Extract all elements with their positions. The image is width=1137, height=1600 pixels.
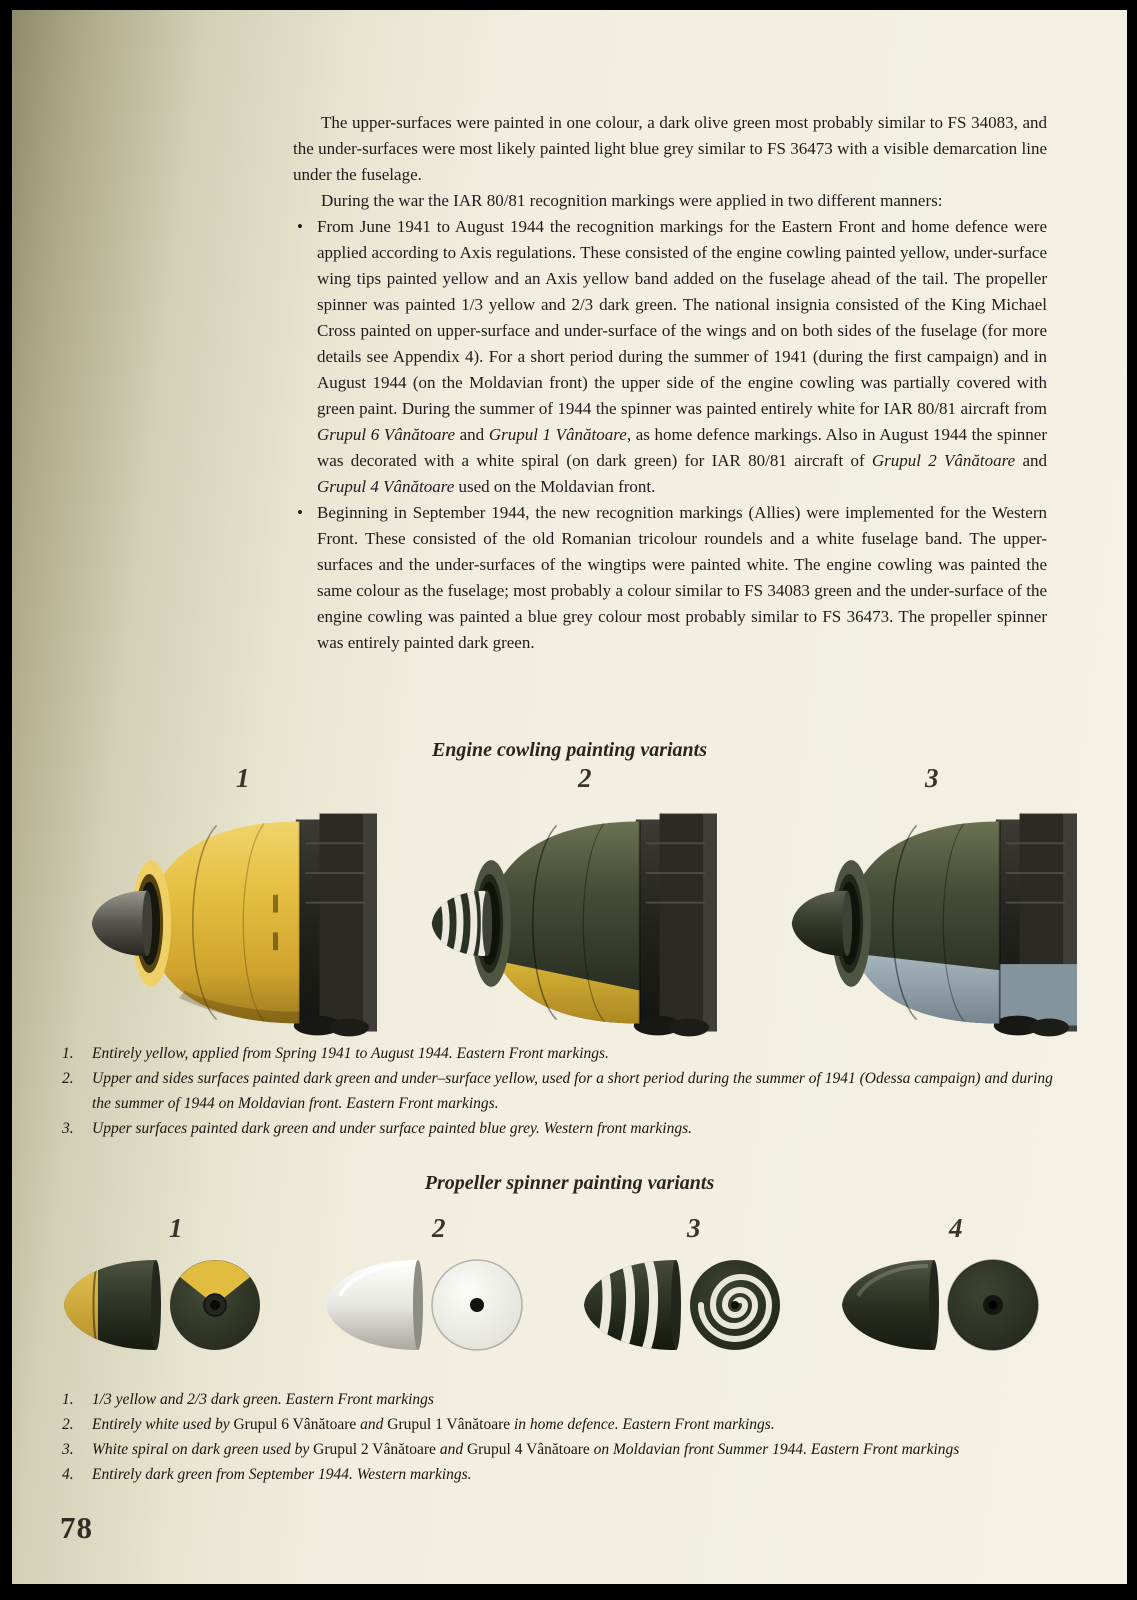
caption-text: White spiral on dark green used by Grupul 2 Vânătoare and Grupul 4 Vânătoare on Moldavian front Summer 1944. Eastern Front markings (92, 1441, 960, 1458)
bullet-eastern-front (293, 214, 1047, 500)
caption-item (62, 1116, 1054, 1141)
paragraph-surfaces: The upper-surfaces were painted in one colour, a dark olive green most probably similar to FS 34083, and the under-surfaces were most likely painted light blue grey similar to FS 36473 with a visible demarcation line under the fuselage. (293, 113, 1047, 184)
spinner-figure-number-2: 2 (432, 1213, 446, 1243)
propeller-spinner-section-title: Propeller spinner painting variants (424, 1172, 715, 1194)
body-text-block (293, 110, 1047, 656)
propeller-spinner-captions (62, 1387, 1054, 1487)
bullet-marker: • (297, 503, 303, 522)
bullet-text: From June 1941 to August 1944 the recognition markings for the Eastern Front and home defence were applied according to Axis regulations. These consisted of the engine cowling painted yellow, under-surface wing tips painted yellow and an Axis yellow band added on the fuselage ahead of the tail. The propeller spinner was painted 1/3 yellow and 2/3 dark green. The national insignia consisted of the King Michael Cross painted on upper-surface and under-surface of the wings and on both sides of the fuselage (for more details see Appendix 4). For a short period during the summer of 1941 (during the first campaign) and in August 1944 (on the Moldavian front) the upper side of the engine cowling was partially covered with green paint. During the summer of 1944 the spinner was painted entirely white for IAR 80/81 aircraft from Grupul 6 Vânătoare and Grupul 1 Vânătoare, as home defence markings. Also in August 1944 the spinner was decorated with a white spiral (on dark green) for IAR 80/81 aircraft of Grupul 2 Vânătoare and Grupul 4 Vânătoare used on the Moldavian front. (317, 217, 1048, 496)
bullet-western-front (293, 500, 1047, 656)
caption-text: Entirely white used by Grupul 6 Vânătoare and Grupul 1 Vânătoare in home defence. Eastern Front markings. (92, 1416, 775, 1433)
caption-text: Upper surfaces painted dark green and under surface painted blue grey. Western front markings. (92, 1120, 692, 1137)
caption-item (62, 1412, 1054, 1437)
page-number: 78 (60, 1510, 93, 1545)
caption-number: 1. (62, 1391, 74, 1408)
caption-text: Upper and sides surfaces painted dark green and under–surface yellow, used for a short period during the summer of 1941 (Odessa campaign) and during the summer of 1944 on Moldavian front. Eastern Front markings. (92, 1070, 1053, 1112)
caption-number: 3. (62, 1120, 74, 1137)
cowling-figure-number-2: 2 (578, 763, 592, 793)
cowling-figure-number-1: 1 (236, 763, 250, 793)
cowling-variant-3-illustration (770, 803, 1077, 1040)
spinner-figure-number-4: 4 (949, 1213, 963, 1243)
bullet-marker: • (297, 217, 303, 236)
caption-number: 1. (62, 1045, 74, 1062)
caption-number: 4. (62, 1466, 74, 1483)
caption-text: Entirely dark green from September 1944. Western markings. (92, 1466, 472, 1483)
caption-text: 1/3 yellow and 2/3 dark green. Eastern Front markings (92, 1391, 434, 1408)
caption-number: 2. (62, 1070, 74, 1087)
caption-item (62, 1387, 1054, 1412)
spinner-figure-number-3: 3 (687, 1213, 701, 1243)
spinner-variant-1-illustration (50, 1250, 262, 1360)
caption-text: Entirely yellow, applied from Spring 1941 to August 1944. Eastern Front markings. (92, 1045, 609, 1062)
spinner-variant-4-illustration (828, 1250, 1040, 1360)
paragraph-markings-intro: During the war the IAR 80/81 recognition markings were applied in two different manners: (321, 191, 943, 210)
caption-item (62, 1462, 1054, 1487)
caption-item (62, 1041, 1054, 1066)
cowling-variant-1-illustration (70, 803, 377, 1040)
caption-item (62, 1066, 1054, 1116)
engine-cowling-section-title: Engine cowling painting variants (431, 739, 708, 761)
spinner-variant-3-illustration (570, 1250, 782, 1360)
caption-number: 2. (62, 1416, 74, 1433)
caption-item (62, 1437, 1054, 1462)
cowling-variant-2-illustration (410, 803, 717, 1040)
cowling-figure-number-3: 3 (925, 763, 939, 793)
engine-cowling-captions (62, 1041, 1054, 1141)
bullet-text: Beginning in September 1944, the new recognition markings (Allies) were implemented for the Western Front. These consisted of the old Romanian tricolour roundels and a white fuselage band. The upper-surfaces and the under-surfaces of the wingtips were painted white. The engine cowling was painted the same colour as the fuselage; most probably a colour similar to FS 34083 green and the under-surface of the engine cowling was painted a blue grey colour most probably similar to FS 36473. The propeller spinner was entirely painted dark green. (317, 503, 1047, 652)
spinner-variant-2-illustration (312, 1250, 524, 1360)
spinner-figure-number-1: 1 (169, 1213, 183, 1243)
caption-number: 3. (62, 1441, 74, 1458)
